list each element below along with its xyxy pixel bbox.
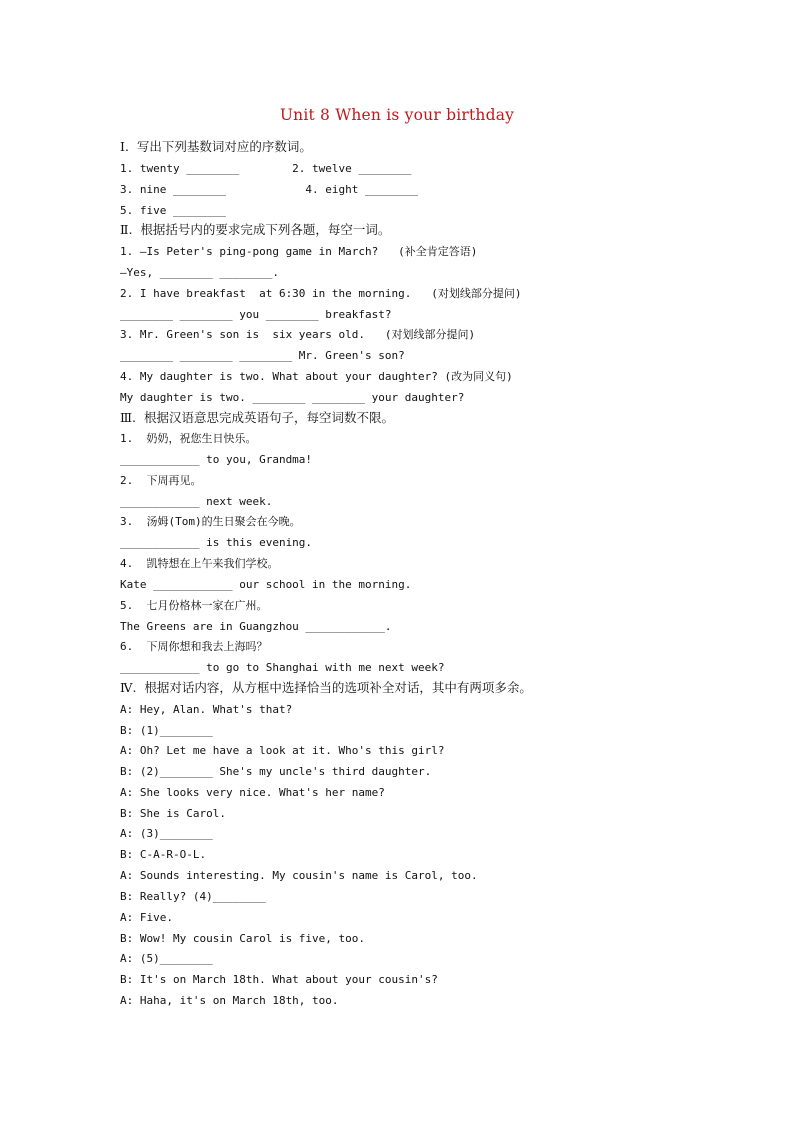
exercise-line: 4. My daughter is two. What about your daughter? (改为同义句) xyxy=(120,370,513,383)
exercise-line: 3. Mr. Green's son is six years old. (对划线部分提问) xyxy=(120,328,476,341)
exercise-line: 2. 下周再见。 xyxy=(120,474,202,487)
exercise-line: My daughter is two. ________ ________ your daughter? xyxy=(120,391,465,404)
exercise-line: 5. 七月份格林一家在广州。 xyxy=(120,599,268,612)
exercise-line: 2. I have breakfast at 6:30 in the morning. (对划线部分提问) xyxy=(120,287,522,300)
section-4-heading: Ⅳ. 根据对话内容，从方框中选择恰当的选项补全对话，其中有两项多余。 xyxy=(120,680,532,695)
dialogue-line: A: Five. xyxy=(120,911,173,924)
section-2-heading: Ⅱ. 根据括号内的要求完成下列各题，每空一词。 xyxy=(120,222,391,237)
exercise-line: ____________ to you, Grandma! xyxy=(120,453,313,466)
exercise-line: —Yes, ________ ________. xyxy=(120,266,279,279)
dialogue-line: A: She looks very nice. What's her name? xyxy=(120,786,385,799)
dialogue-line: B: Wow! My cousin Carol is five, too. xyxy=(120,932,366,945)
dialogue-line: B: Really? (4)________ xyxy=(120,890,266,903)
dialogue-line: A: Sounds interesting. My cousin's name is Carol, too. xyxy=(120,869,478,882)
dialogue-line: A: Haha, it's on March 18th, too. xyxy=(120,994,339,1007)
dialogue-line: A: Hey, Alan. What's that? xyxy=(120,703,293,716)
dialogue-line: B: It's on March 18th. What about your cousin's? xyxy=(120,973,438,986)
dialogue-line: A: (5)________ xyxy=(120,952,213,965)
exercise-line: 3. 汤姆(Tom)的生日聚会在今晚。 xyxy=(120,515,301,528)
dialogue-line: B: (1)________ xyxy=(120,724,213,737)
exercise-line: ________ ________ you ________ breakfast? xyxy=(120,308,392,321)
section-3-heading: Ⅲ. 根据汉语意思完成英语句子，每空词数不限。 xyxy=(120,410,394,425)
exercise-line: Kate ____________ our school in the morning. xyxy=(120,578,412,591)
exercise-line: 1. twenty ________ 2. twelve ________ xyxy=(120,162,412,175)
exercise-line: 1. —Is Peter's ping-pong game in March? (补全肯定答语) xyxy=(120,245,478,258)
exercise-line: 4. 凯特想在上午来我们学校。 xyxy=(120,557,279,570)
exercise-line: The Greens are in Guangzhou ____________. xyxy=(120,620,392,633)
exercise-line: ________ ________ ________ Mr. Green's son? xyxy=(120,349,405,362)
exercise-line: 6. 下周你想和我去上海吗？ xyxy=(120,640,268,653)
exercise-line: 1. 奶奶，祝您生日快乐。 xyxy=(120,432,257,445)
exercise-line: ____________ to go to Shanghai with me next week? xyxy=(120,661,445,674)
section-1-heading: Ⅰ. 写出下列基数词对应的序数词。 xyxy=(120,139,312,154)
exercise-line: ____________ next week. xyxy=(120,495,273,508)
dialogue-line: A: (3)________ xyxy=(120,827,213,840)
dialogue-line: B: (2)________ She's my uncle's third daughter. xyxy=(120,765,432,778)
dialogue-line: B: C-A-R-O-L. xyxy=(120,848,207,861)
page-title: Unit 8 When is your birthday xyxy=(279,106,515,124)
exercise-line: 3. nine ________ 4. eight ________ xyxy=(120,183,419,196)
dialogue-line: B: She is Carol. xyxy=(120,807,226,820)
exercise-line: ____________ is this evening. xyxy=(120,536,313,549)
exercise-line: 5. five ________ xyxy=(120,204,226,217)
dialogue-line: A: Oh? Let me have a look at it. Who's this girl? xyxy=(120,744,445,757)
